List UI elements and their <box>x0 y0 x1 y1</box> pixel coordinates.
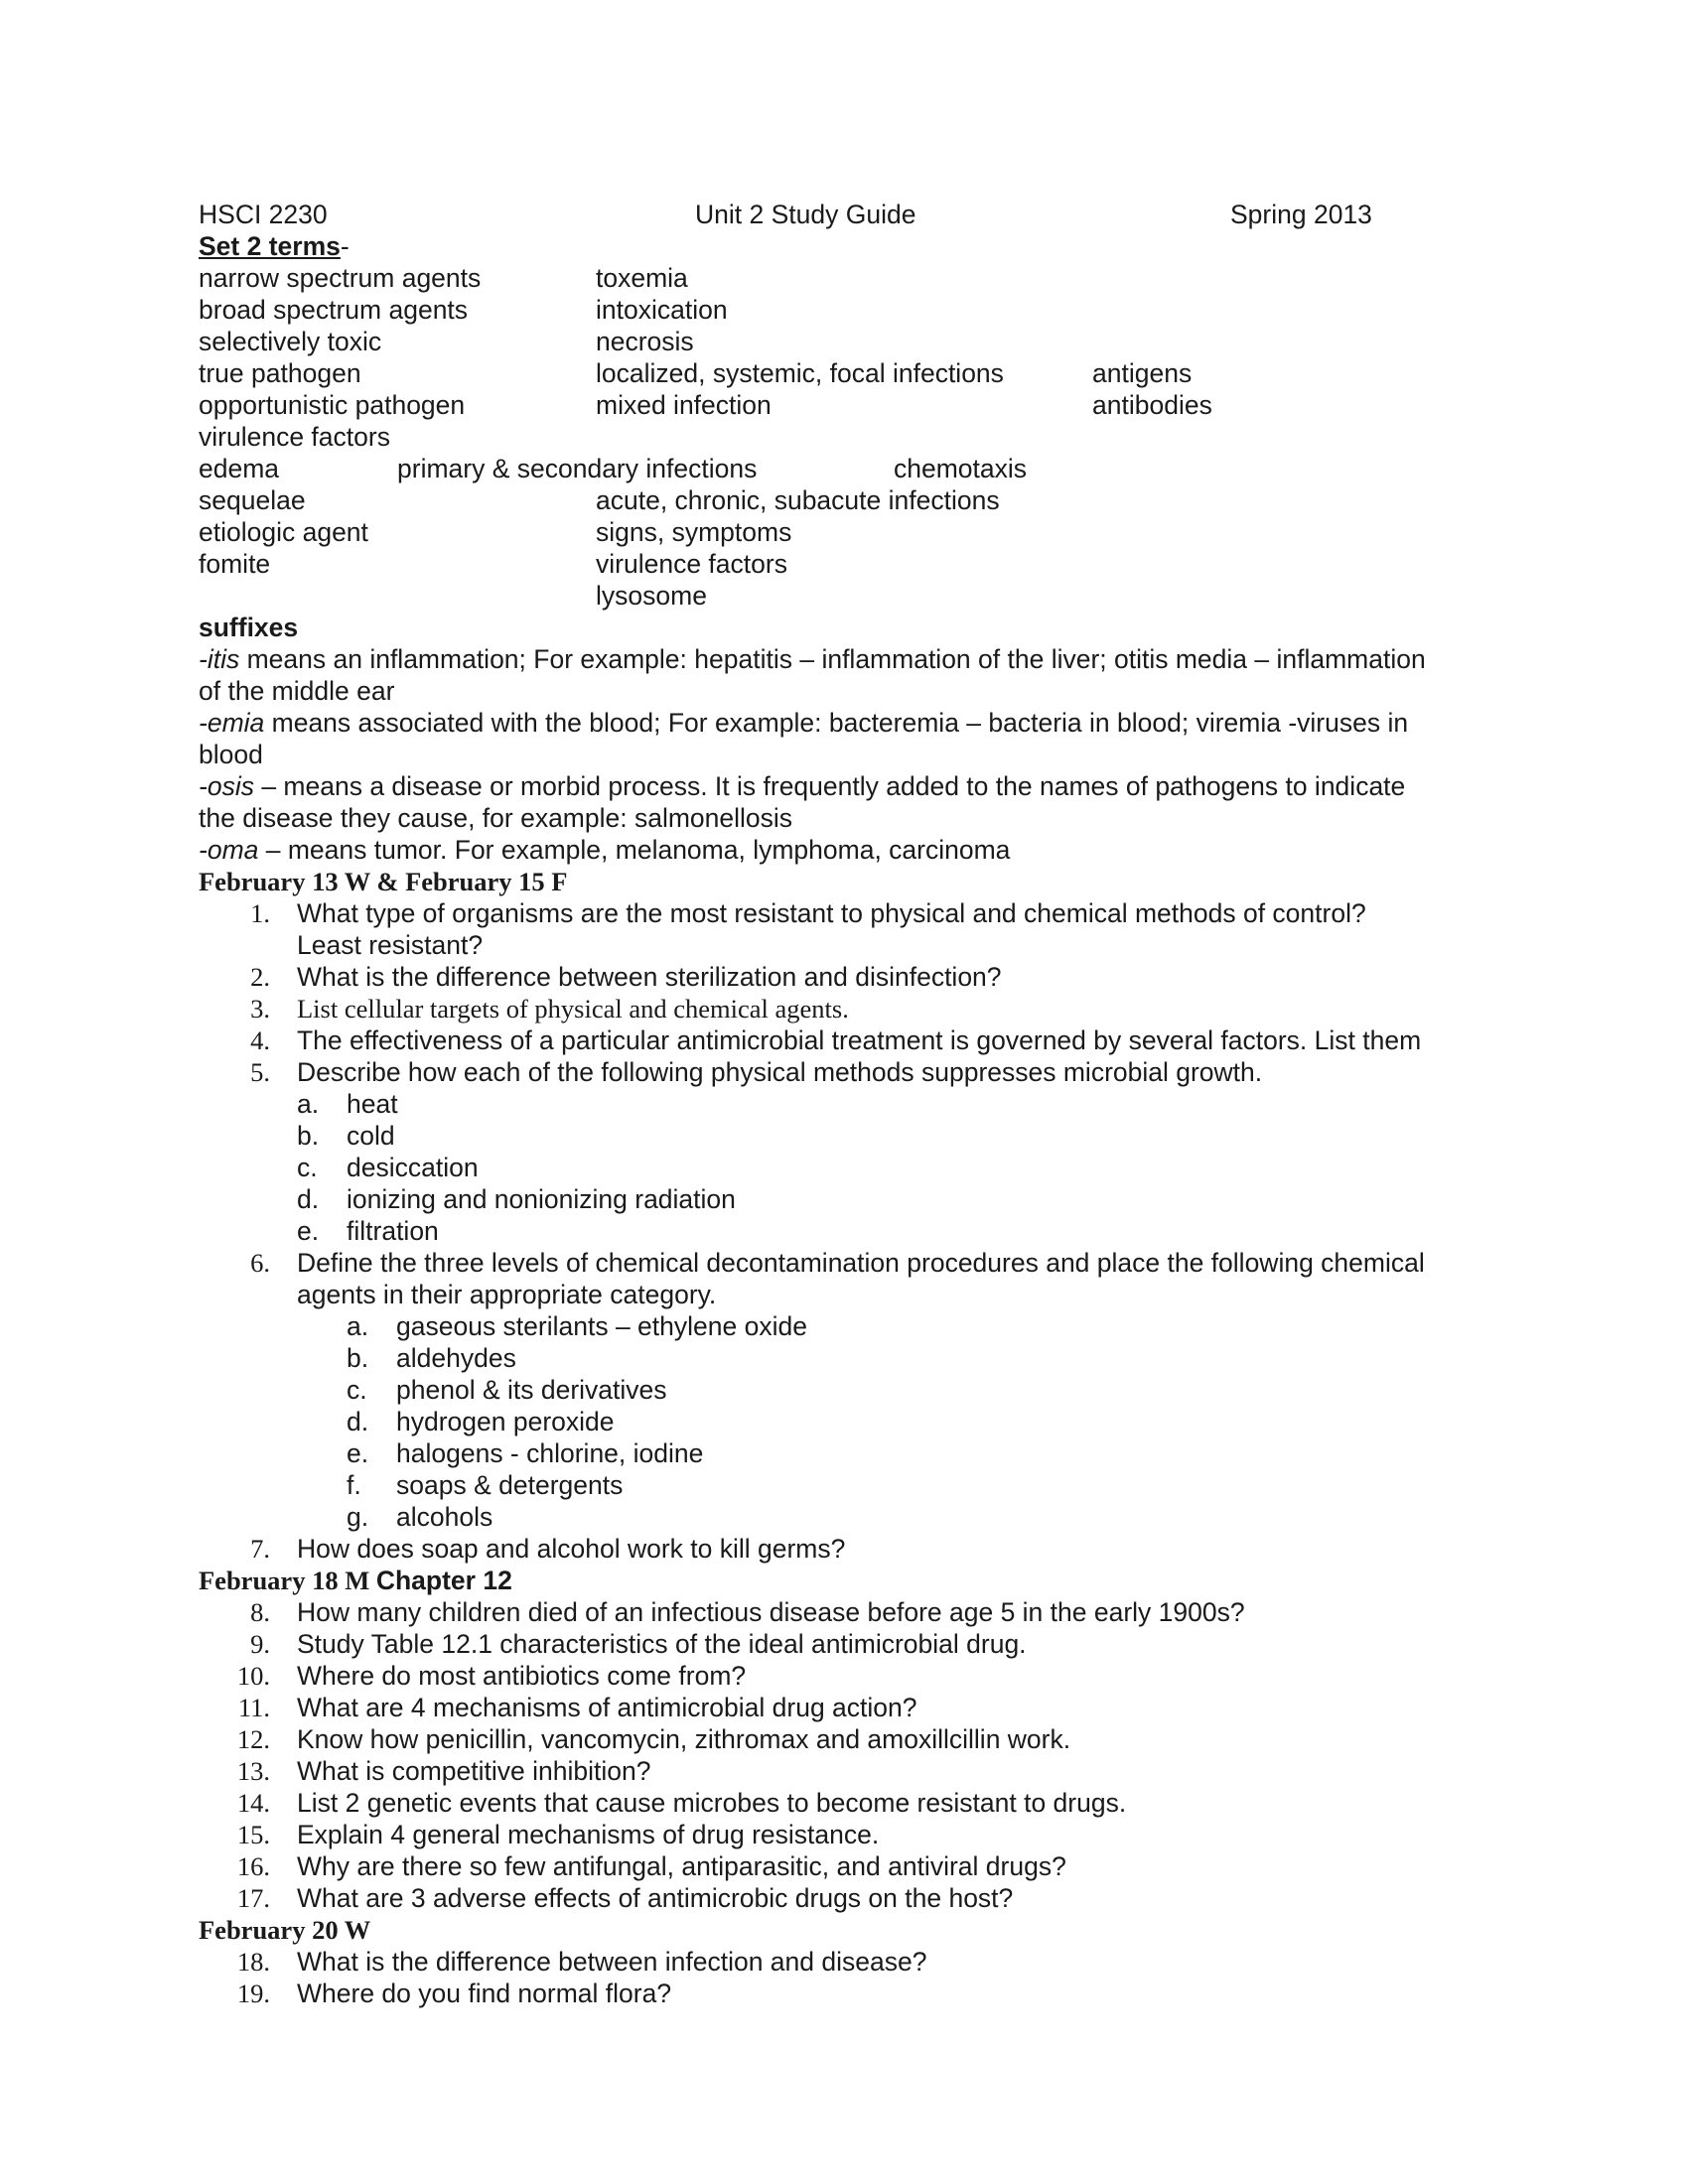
sub-item-letter: a. <box>297 1089 320 1119</box>
question-number: 9. <box>250 1629 270 1659</box>
question-item <box>0 1056 1688 1088</box>
suffix-definition <box>199 643 1426 675</box>
question-text: Define the three levels of chemical decontamination procedures and place the following chemical <box>297 1248 1425 1278</box>
question-number: 15. <box>236 1820 270 1849</box>
section-heading-chapter: Chapter 12 <box>375 1566 512 1595</box>
term: necrosis <box>596 327 694 356</box>
question-text: How does soap and alcohol work to kill germs? <box>297 1534 846 1564</box>
question-text: Explain 4 general mechanisms of drug resistance. <box>297 1820 880 1849</box>
question-number: 4. <box>250 1025 270 1055</box>
question-text: Where do most antibiotics come from? <box>297 1661 747 1691</box>
question-text: List 2 genetic events that cause microbes to become resistant to drugs. <box>297 1788 1127 1818</box>
sub-item <box>0 1469 1688 1501</box>
question-text: List cellular targets of physical and chemical agents. <box>297 994 849 1024</box>
suffix-definition-cont: blood <box>199 740 263 769</box>
term: chemotaxis <box>894 454 1028 483</box>
question-text: What are 3 adverse effects of antimicrobic drugs on the host? <box>297 1883 1014 1913</box>
sub-item-letter: d. <box>297 1184 320 1214</box>
document-title: Unit 2 Study Guide <box>695 200 916 229</box>
question-number: 11. <box>237 1693 270 1722</box>
suffix-term: -oma <box>199 835 259 865</box>
suffix-definition <box>199 834 1010 866</box>
suffix-term: -emia <box>199 708 265 738</box>
term: toxemia <box>596 263 688 293</box>
term: etiologic agent <box>199 517 368 547</box>
sub-item-letter: c. <box>297 1153 318 1182</box>
sub-item <box>0 1501 1688 1533</box>
question-item <box>0 1850 1688 1882</box>
sub-item <box>0 1215 1688 1247</box>
sub-item-text: soaps & detergents <box>396 1470 624 1500</box>
sub-item-letter: b. <box>347 1343 369 1373</box>
sub-item-text: alcohols <box>396 1502 493 1532</box>
question-item <box>0 1660 1688 1692</box>
question-number: 17. <box>236 1883 270 1913</box>
sub-item-text: halogens - chlorine, iodine <box>396 1438 704 1468</box>
question-text: What is competitive inhibition? <box>297 1756 651 1786</box>
question-item <box>0 1533 1688 1565</box>
question-item <box>0 1819 1688 1850</box>
question-item <box>0 1247 1688 1279</box>
sub-item <box>0 1310 1688 1342</box>
question-number: 10. <box>236 1661 270 1691</box>
question-number: 14. <box>236 1788 270 1818</box>
term: mixed infection <box>596 390 772 420</box>
question-number: 1. <box>250 898 270 928</box>
term: edema <box>199 454 280 483</box>
question-item <box>0 1596 1688 1628</box>
question-item <box>0 1755 1688 1787</box>
term-label: Spring 2013 <box>1230 200 1372 229</box>
suffix-term: -osis <box>199 771 254 801</box>
sub-item-text: gaseous sterilants – ethylene oxide <box>396 1311 807 1341</box>
suffix-text: means an inflammation; For example: hepatitis – inflammation of the liver; otitis media – inflammation <box>239 644 1426 674</box>
term: primary & secondary infections <box>397 454 758 483</box>
sub-item <box>0 1120 1688 1152</box>
question-text: Where do you find normal flora? <box>297 1979 672 2008</box>
section-heading-date: February 18 M <box>199 1566 376 1595</box>
question-text: What type of organisms are the most resistant to physical and chemical methods of control? <box>297 898 1366 928</box>
suffix-definition-cont: of the middle ear <box>199 676 395 706</box>
sub-item-text: cold <box>347 1121 395 1151</box>
sub-item <box>0 1183 1688 1215</box>
term: virulence factors <box>596 549 787 579</box>
term: opportunistic pathogen <box>199 390 466 420</box>
sub-item <box>0 1152 1688 1183</box>
sub-item <box>0 1342 1688 1374</box>
course-code: HSCI 2230 <box>199 200 328 229</box>
sub-item <box>0 1406 1688 1437</box>
sub-item-letter: g. <box>347 1502 369 1532</box>
question-item <box>0 1978 1688 2009</box>
sub-item-text: aldehydes <box>396 1343 516 1373</box>
question-number: 2. <box>250 962 270 992</box>
question-item <box>0 1882 1688 1914</box>
term: selectively toxic <box>199 327 382 356</box>
sub-item-letter: b. <box>297 1121 320 1151</box>
suffix-definition <box>199 707 1408 739</box>
question-number: 7. <box>250 1534 270 1564</box>
sub-item-letter: c. <box>347 1375 367 1405</box>
section-heading: February 13 W & February 15 F <box>199 867 568 896</box>
question-item <box>0 897 1688 929</box>
suffix-text: – means tumor. For example, melanoma, lymphoma, carcinoma <box>258 835 1011 865</box>
question-number: 13. <box>236 1756 270 1786</box>
terms-heading <box>199 230 350 262</box>
question-number: 3. <box>250 994 270 1024</box>
question-number: 6. <box>250 1248 270 1278</box>
question-text-cont: Least resistant? <box>297 930 484 960</box>
terms-heading-text: Set 2 terms <box>199 231 341 261</box>
question-number: 19. <box>236 1979 270 2008</box>
sub-item-text: phenol & its derivatives <box>396 1375 667 1405</box>
sub-item-letter: e. <box>297 1216 320 1246</box>
question-text: Describe how each of the following physical methods suppresses microbial growth. <box>297 1057 1263 1087</box>
suffix-text: means associated with the blood; For example: bacteremia – bacteria in blood; viremia -viruses in <box>264 708 1409 738</box>
term: broad spectrum agents <box>199 295 469 325</box>
question-item <box>0 1692 1688 1723</box>
term: true pathogen <box>199 358 361 388</box>
sub-item-letter: e. <box>347 1438 369 1468</box>
sub-item <box>0 1437 1688 1469</box>
question-text: What is the difference between sterilization and disinfection? <box>297 962 1002 992</box>
question-item <box>0 1628 1688 1660</box>
question-item <box>0 1723 1688 1755</box>
suffix-definition <box>199 770 1405 802</box>
sub-item-text: desiccation <box>347 1153 479 1182</box>
suffix-text: – means a disease or morbid process. It is frequently added to the names of pathogens to indicate <box>253 771 1406 801</box>
question-item <box>0 1024 1688 1056</box>
sub-item-text: heat <box>347 1089 398 1119</box>
sub-item-text: filtration <box>347 1216 439 1246</box>
sub-item-text: ionizing and nonionizing radiation <box>347 1184 736 1214</box>
term: antigens <box>1092 358 1193 388</box>
term: antibodies <box>1092 390 1212 420</box>
question-text: How many children died of an infectious disease before age 5 in the early 1900s? <box>297 1597 1245 1627</box>
section-heading <box>199 1565 512 1596</box>
sub-item-letter: d. <box>347 1407 369 1436</box>
question-text: What are 4 mechanisms of antimicrobial drug action? <box>297 1693 917 1722</box>
term: narrow spectrum agents <box>199 263 482 293</box>
term: virulence factors <box>199 422 390 452</box>
sub-item-letter: f. <box>347 1470 361 1500</box>
question-number: 12. <box>236 1724 270 1754</box>
suffix-term: -itis <box>199 644 240 674</box>
question-text: The effectiveness of a particular antimicrobial treatment is governed by several factors. List them <box>297 1025 1422 1055</box>
term: localized, systemic, focal infections <box>596 358 1004 388</box>
question-text: Why are there so few antifungal, antiparasitic, and antiviral drugs? <box>297 1851 1066 1881</box>
sub-item-text: hydrogen peroxide <box>396 1407 615 1436</box>
term: intoxication <box>596 295 728 325</box>
question-text: Know how penicillin, vancomycin, zithromax and amoxillcillin work. <box>297 1724 1071 1754</box>
question-number: 8. <box>250 1597 270 1627</box>
question-item <box>0 1787 1688 1819</box>
term: fomite <box>199 549 271 579</box>
question-number: 16. <box>236 1851 270 1881</box>
question-item <box>0 1946 1688 1978</box>
sub-item <box>0 1088 1688 1120</box>
question-number: 5. <box>250 1057 270 1087</box>
term: sequelae <box>199 485 306 515</box>
suffixes-heading: suffixes <box>199 613 299 642</box>
question-text: What is the difference between infection and disease? <box>297 1947 927 1977</box>
question-number: 18. <box>236 1947 270 1977</box>
term: signs, symptoms <box>596 517 792 547</box>
question-item <box>0 993 1688 1024</box>
terms-heading-dash: - <box>340 231 350 261</box>
section-heading: February 20 W <box>199 1915 371 1945</box>
suffix-definition-cont: the disease they cause, for example: salmonellosis <box>199 803 793 833</box>
question-item <box>0 961 1688 993</box>
question-text-cont: agents in their appropriate category. <box>297 1280 717 1309</box>
question-text: Study Table 12.1 characteristics of the ideal antimicrobial drug. <box>297 1629 1027 1659</box>
sub-item-letter: a. <box>347 1311 369 1341</box>
sub-item <box>0 1374 1688 1406</box>
term: acute, chronic, subacute infections <box>596 485 1000 515</box>
term: lysosome <box>596 581 707 611</box>
